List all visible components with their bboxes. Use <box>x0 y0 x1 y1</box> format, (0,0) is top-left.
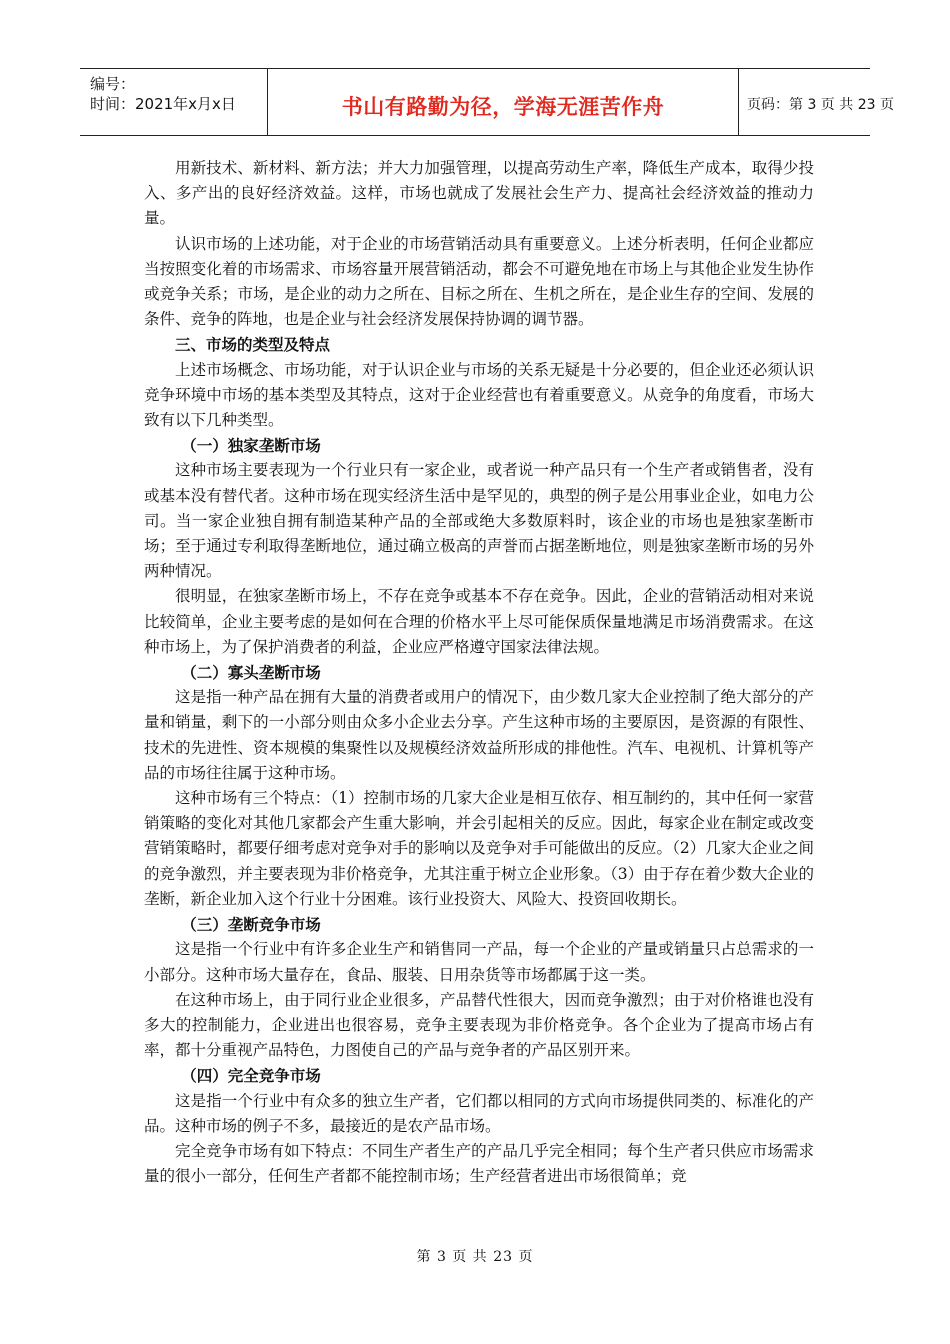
header-page-cell <box>739 69 894 135</box>
body-paragraph: 上述市场概念、市场功能，对于认识企业与市场的关系无疑是十分必要的，但企业还必须认识竞争环境中市场的基本类型及其特点，这对于企业经营也有着重要意义。从竞争的角度看，市场大致有以下几种类型。 <box>144 360 814 430</box>
body-paragraph: 很明显，在独家垄断市场上，不存在竞争或基本不存在竞争。因此，企业的营销活动相对来说比较简单，企业主要考虑的是如何在合理的价格水平上尽可能保质保量地满足市场消费需求。在这种市场上，为了保护消费者的利益，企业应严格遵守国家法律法规。 <box>144 587 814 656</box>
subsection-heading: （二）寡头垄断市场 <box>181 663 321 683</box>
page-header <box>80 68 894 136</box>
body-paragraph: 这是指一种产品在拥有大量的消费者或用户的情况下，由少数几家大企业控制了绝大部分的产量和销量，剩下的一小部分则由众多小企业去分享。产生这种市场的主要原因，是资源的有限性、技术的先进性、资本规模的集聚性以及规模经济效益所形成的排他性。汽车、电视机、计算机等产品的市场往往属于这种市场。 <box>144 688 814 782</box>
body-paragraph: 这种市场有三个特点：（1）控制市场的几家大企业是相互依存、相互制约的，其中任何一家营销策略的变化对其他几家都会产生重大影响，并会引起相关的反应。因此，每家企业在制定或改变营销策略时，都要仔细考虑对竞争对手的影响以及竞争对手可能做出的反应。（2）几家大企业之间的竞争激烈，并主要表现为非价格竞争，尤其注重于树立企业形象。（3）由于存在着少数大企业的垄断，新企业加入这个行业十分困难。该行业投资大、风险大、投资回收期长。 <box>144 789 814 908</box>
page-footer: 第 3 页 共 23 页 <box>416 1249 534 1265</box>
document-time-label: 时间：2021年x月x日 <box>90 95 236 113</box>
body-paragraph: 这种市场主要表现为一个行业只有一家企业，或者说一种产品只有一个生产者或销售者，没有或基本没有替代者。这种市场在现实经济生活中是罕见的，典型的例子是公用事业企业，如电力公司。当一家企业独自拥有制造某种产品的全部或绝大多数原料时，该企业的市场也是独家垄断市场；至于通过专利取得垄断地位，通过确立极高的声誉而占据垄断地位，则是独家垄断市场的另外两种情况。 <box>144 461 814 581</box>
document-number-label: 编号： <box>90 75 136 93</box>
body-paragraph: 认识市场的上述功能，对于企业的市场营销活动具有重要意义。上述分析表明，任何企业都应当按照变化着的市场需求、市场容量开展营销活动，都会不可避免地在市场上与其他企业发生协作或竞争关系；市场，是企业的动力之所在、目标之所在、生机之所在，是企业生存的空间、发展的条件、竞争的阵地，也是企业与社会经济发展保持协调的调节器。 <box>144 234 814 329</box>
body-paragraph: 这是指一个行业中有众多的独立生产者，它们都以相同的方式向市场提供同类的、标准化的产品。这种市场的例子不多，最接近的是农产品市场。 <box>144 1091 814 1135</box>
header-info-cell <box>80 69 268 135</box>
body-paragraph: 在这种市场上，由于同行业企业很多，产品替代性很大，因而竞争激烈；由于对价格谁也没有多大的控制能力，企业进出也很容易，竞争主要表现为非价格竞争。各个企业为了提高市场占有率，都十分重视产品特色，力图使自己的产品与竞争者的产品区别开来。 <box>144 990 814 1060</box>
subsection-heading: （一）独家垄断市场 <box>181 436 321 456</box>
header-page-number: 页码：第 3 页 共 23 页 <box>747 97 894 113</box>
header-motto: 书山有路勤为径，学海无涯苦作舟 <box>341 95 665 119</box>
subsection-heading: （三）垄断竞争市场 <box>181 915 321 935</box>
body-paragraph: 这是指一个行业中有许多企业生产和销售同一产品，每一个企业的产量或销量只占总需求的一小部分。这种市场大量存在，食品、服装、日用杂货等市场都属于这一类。 <box>144 940 814 984</box>
body-paragraph: 完全竞争市场有如下特点：不同生产者生产的产品几乎完全相同；每个生产者只供应市场需求量的很小一部分，任何生产者都不能控制市场；生产经营者进出市场很简单；竞 <box>144 1141 814 1186</box>
section-heading: 三、市场的类型及特点 <box>175 335 331 355</box>
header-motto-cell <box>268 69 739 135</box>
document-body <box>144 156 814 1189</box>
body-paragraph: 用新技术、新材料、新方法；并大力加强管理，以提高劳动生产率，降低生产成本，取得少投入、多产出的良好经济效益。这样，市场也就成了发展社会生产力、提高社会经济效益的推动力量。 <box>144 159 814 228</box>
subsection-heading: （四）完全竞争市场 <box>181 1066 321 1086</box>
